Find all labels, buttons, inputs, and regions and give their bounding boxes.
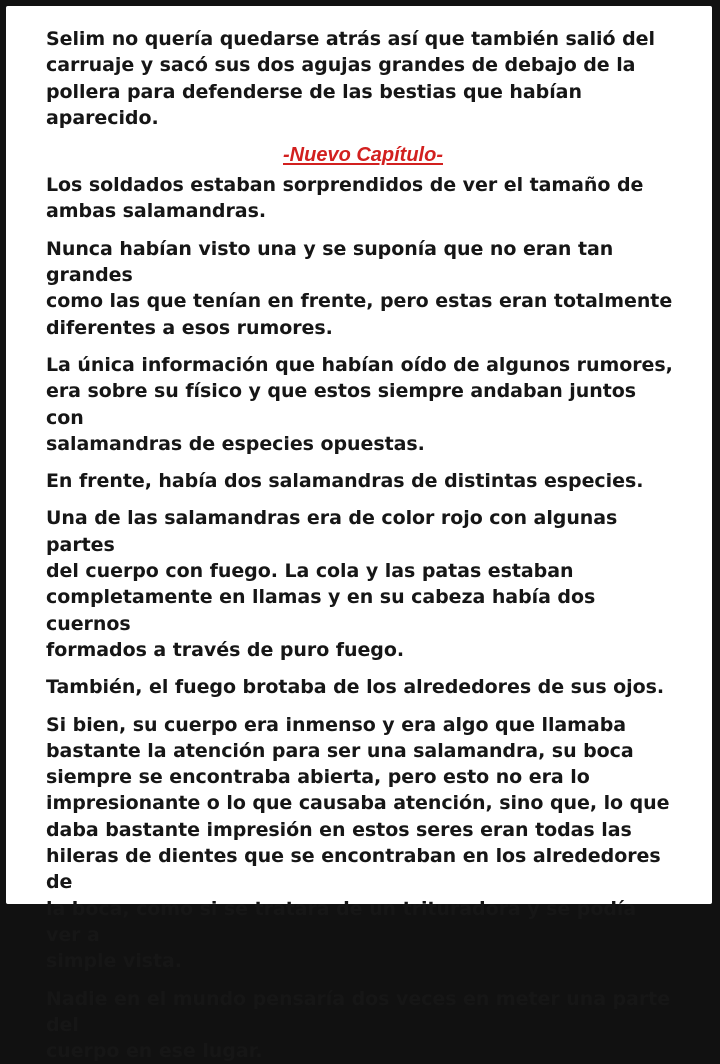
document-page [6, 6, 712, 904]
paragraph: Nunca habían visto una y se suponía que no eran tan grandes como las que tenían en frente, pero estas eran totalmente diferentes a esos rumores. [46, 236, 674, 341]
intro-paragraph: Selim no quería quedarse atrás así que también salió del carruaje y sacó sus dos agujas grandes de debajo de la pollera para defenderse de las bestias que habían aparecido. [46, 26, 674, 131]
paragraph: Si bien, su cuerpo era inmenso y era algo que llamaba bastante la atención para ser una salamandra, su boca siempre se encontraba abierta, pero esto no era lo impresionante o lo que causaba atención, sino que, lo que daba bastante impresión en estos seres eran todas las hileras de dientes que se encontraban en los alrededores de la boca, como si se tratara de un trituradora y se podía ver a simple vista. [46, 712, 674, 975]
chapter-heading: -Nuevo Capítulo- [46, 142, 674, 168]
paragraph: Nadie en el mundo pensaría dos veces en meter una parte del cuerpo en ese lugar. [46, 986, 674, 1064]
paragraph: En frente, había dos salamandras de distintas especies. [46, 468, 674, 494]
paragraph: Una de las salamandras era de color rojo con algunas partes del cuerpo con fuego. La cola y las patas estaban completamente en llamas y en su cabeza había dos cuernos formados a través de puro fuego. [46, 505, 674, 663]
paragraph: Los soldados estaban sorprendidos de ver el tamaño de ambas salamandras. [46, 172, 674, 225]
paragraph: También, el fuego brotaba de los alrededores de sus ojos. [46, 674, 674, 700]
paragraph: La única información que habían oído de algunos rumores, era sobre su físico y que estos siempre andaban juntos con salamandras de especies opuestas. [46, 352, 674, 457]
